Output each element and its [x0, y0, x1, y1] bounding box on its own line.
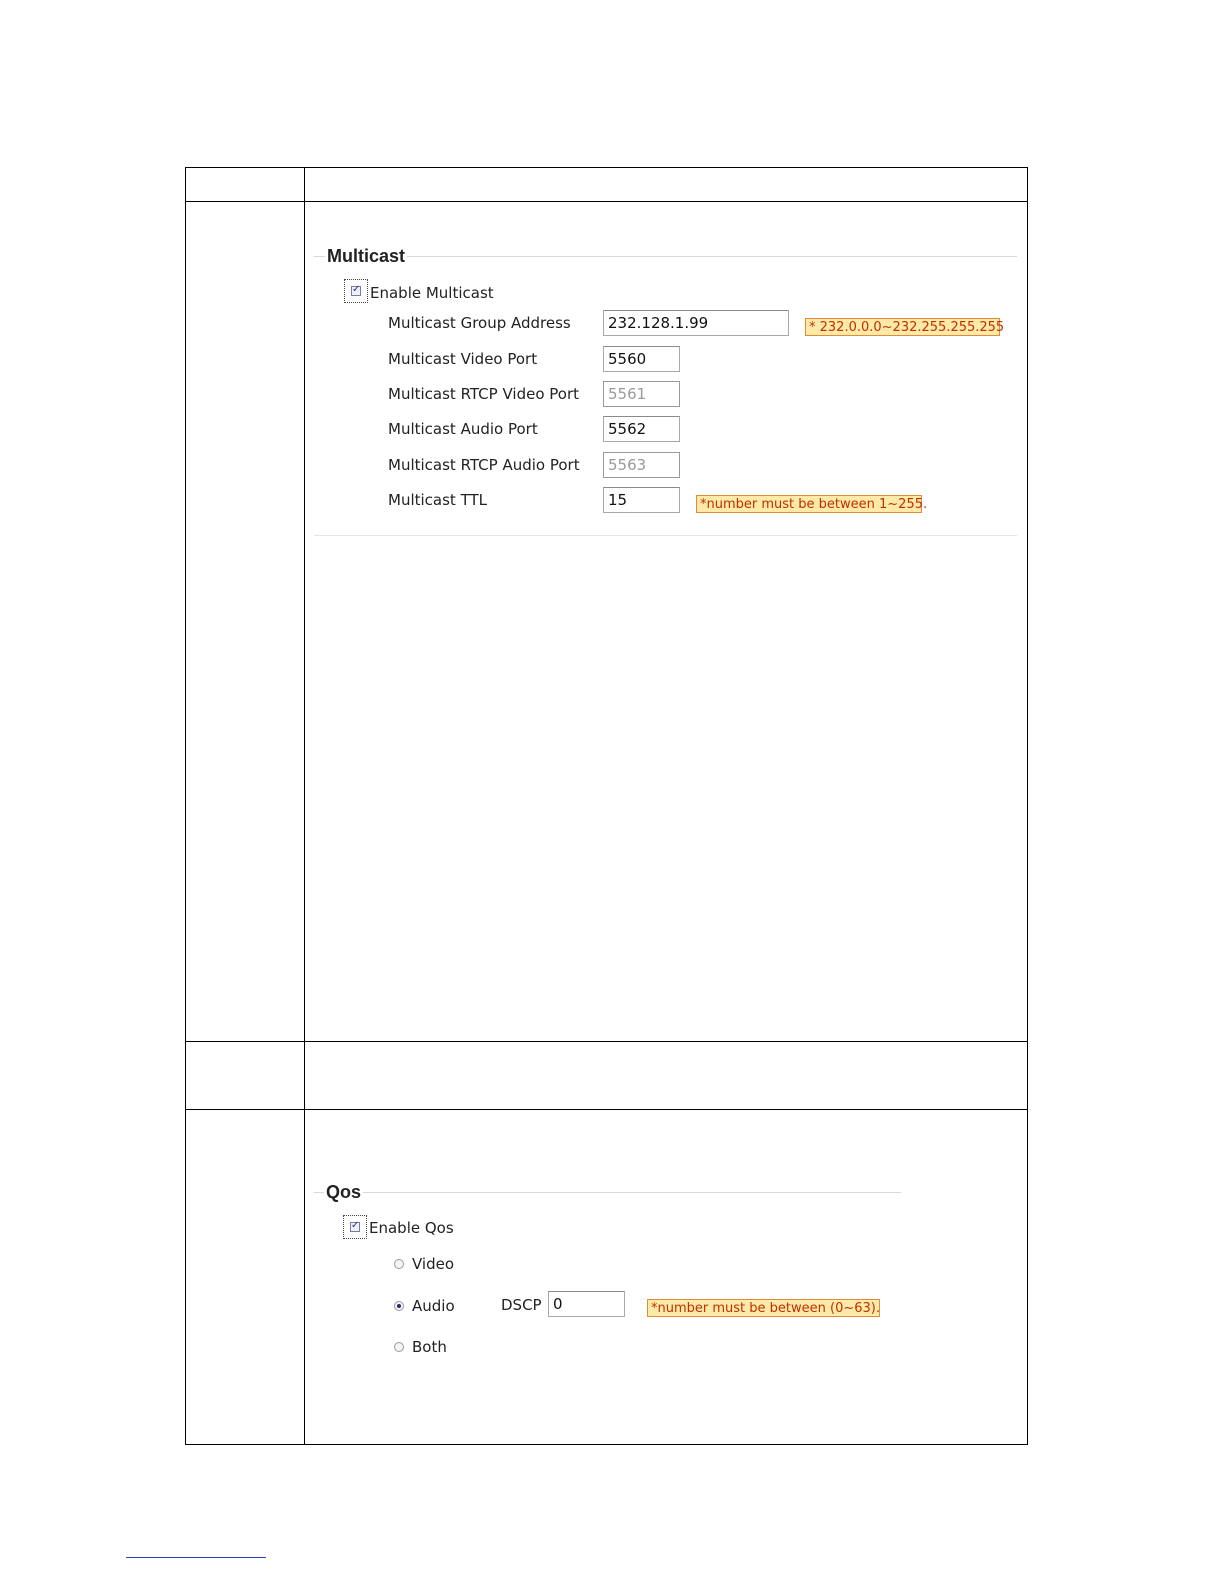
multicast-audio-port-label: Multicast Audio Port [388, 420, 538, 438]
enable-multicast-checkbox[interactable] [344, 279, 368, 303]
table-row-divider [185, 1041, 1028, 1042]
dscp-input[interactable] [548, 1291, 625, 1317]
table-column-divider [304, 167, 305, 1445]
qos-group-border [314, 1192, 901, 1193]
qos-video-label[interactable]: Video [412, 1255, 455, 1273]
qos-both-radio[interactable] [394, 1342, 404, 1352]
multicast-ttl-label: Multicast TTL [388, 491, 487, 509]
multicast-group-address-hint: * 232.0.0.0~232.255.255.255 [805, 318, 1000, 336]
qos-both-label[interactable]: Both [412, 1338, 447, 1356]
table-border-left [185, 167, 186, 1445]
checkbox-box [351, 286, 361, 296]
multicast-video-port-label: Multicast Video Port [388, 350, 538, 368]
dscp-hint: *number must be between (0~63). [647, 1299, 880, 1317]
table-border-right [1027, 167, 1028, 1445]
multicast-rtcp-audio-port-label: Multicast RTCP Audio Port [388, 456, 580, 474]
qos-audio-radio[interactable] [394, 1301, 404, 1311]
qos-audio-label[interactable]: Audio [412, 1297, 455, 1315]
check-icon: ✓ [351, 1220, 360, 1231]
checkbox-box [350, 1222, 360, 1232]
footer-link-underline [126, 1557, 266, 1558]
enable-multicast-label[interactable]: Enable Multicast [370, 284, 494, 302]
table-border-top [185, 167, 1028, 168]
multicast-video-port-input[interactable] [603, 346, 680, 372]
table-row-divider [185, 1109, 1028, 1110]
table-border-bottom [185, 1444, 1028, 1445]
multicast-group-border [314, 256, 1017, 257]
multicast-group-border-bottom [314, 535, 1017, 536]
enable-qos-label[interactable]: Enable Qos [369, 1219, 454, 1237]
multicast-rtcp-video-port-input [603, 381, 680, 407]
multicast-group-address-label: Multicast Group Address [388, 314, 571, 332]
multicast-rtcp-audio-port-input [603, 452, 680, 478]
qos-video-radio[interactable] [394, 1259, 404, 1269]
table-row-divider [185, 201, 1028, 202]
multicast-ttl-input[interactable] [603, 487, 680, 513]
multicast-group-address-input[interactable] [603, 310, 789, 336]
dscp-label: DSCP [501, 1296, 542, 1314]
multicast-rtcp-video-port-label: Multicast RTCP Video Port [388, 385, 580, 403]
multicast-legend: Multicast [327, 246, 406, 266]
multicast-audio-port-input[interactable] [603, 416, 680, 442]
enable-qos-checkbox[interactable] [343, 1215, 367, 1239]
multicast-ttl-hint: *number must be between 1~255. [696, 495, 922, 513]
check-icon: ✓ [352, 284, 361, 295]
qos-legend: Qos [326, 1182, 362, 1202]
